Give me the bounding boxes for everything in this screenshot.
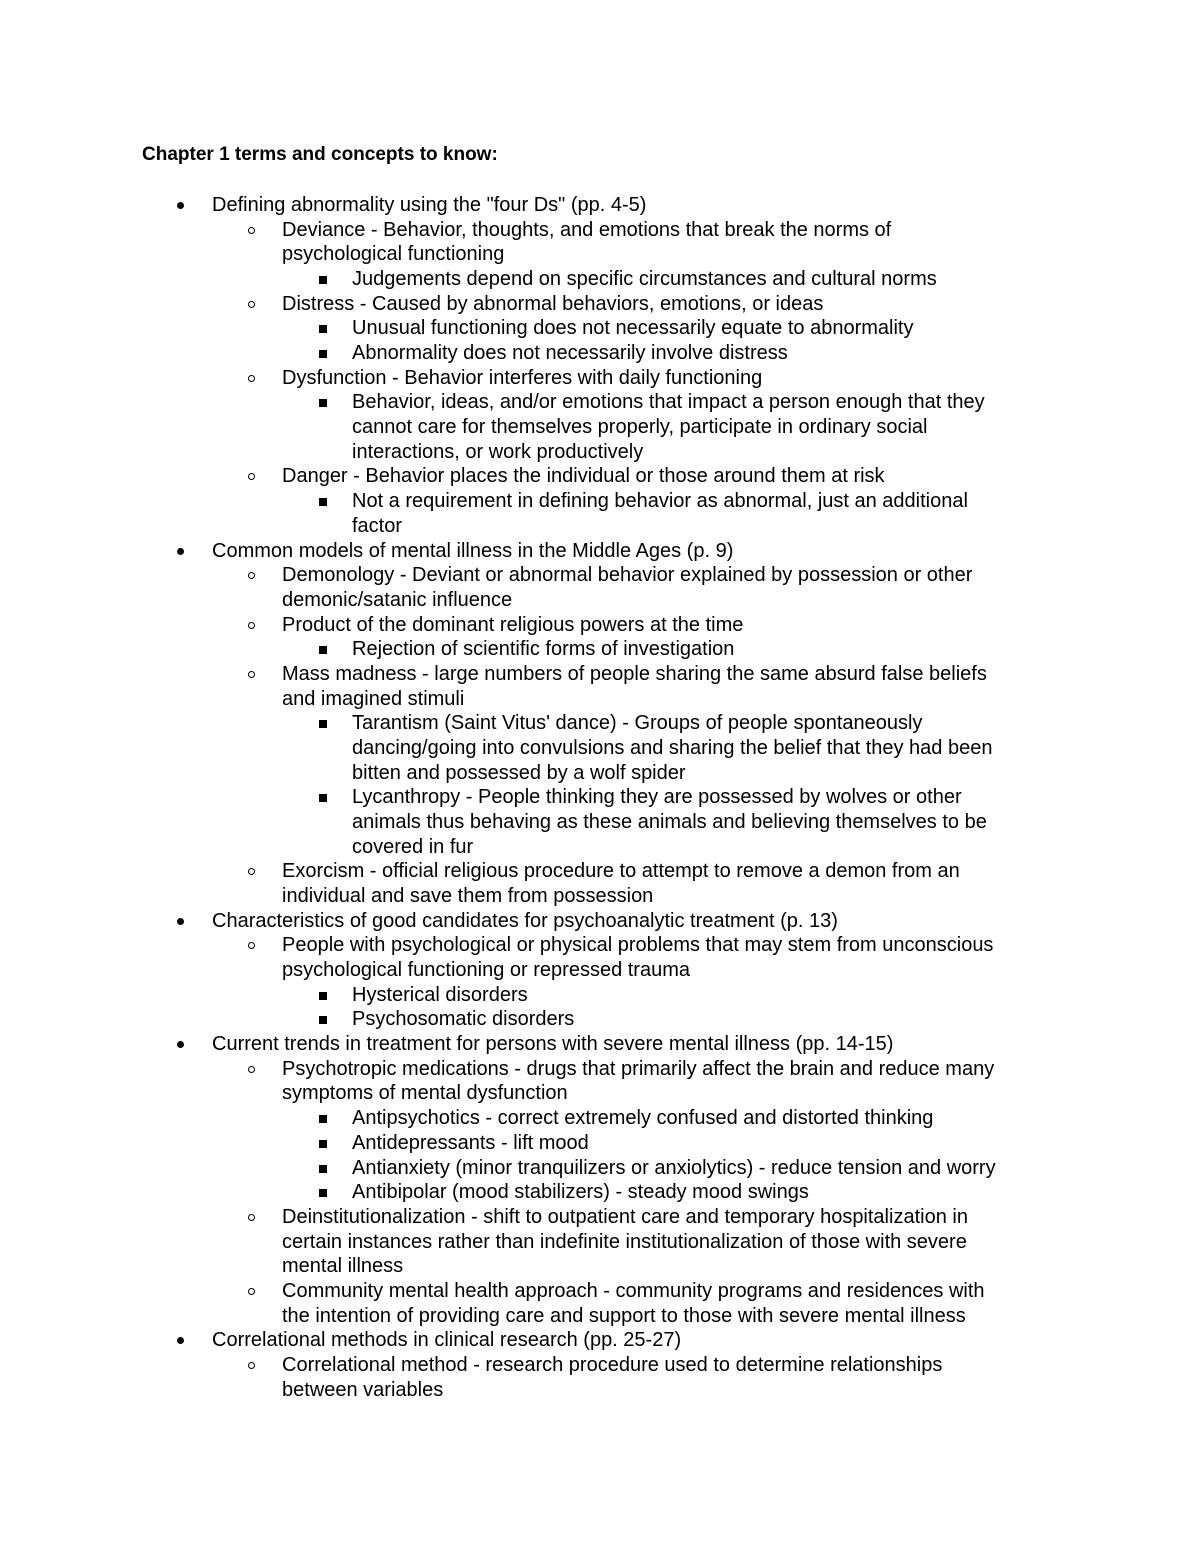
list-item: Deviance - Behavior, thoughts, and emotions that break the norms of <box>282 218 892 241</box>
bullet-square-icon <box>319 350 327 358</box>
list-item: Antibipolar (mood stabilizers) - steady mood swings <box>352 1181 809 1204</box>
bullet-disc-icon <box>177 918 184 925</box>
list-item: Defining abnormality using the "four Ds" (pp. 4-5) <box>212 194 647 216</box>
bullet-square-icon <box>319 276 327 284</box>
list-item: Correlational method - research procedure used to determine relationships <box>282 1353 943 1376</box>
bullet-square-icon <box>319 1189 327 1197</box>
list-item: Tarantism (Saint Vitus' dance) - Groups of people spontaneously <box>352 712 923 735</box>
bullet-circle-icon <box>248 572 255 579</box>
list-item: Antipsychotics - correct extremely confused and distorted thinking <box>352 1107 934 1130</box>
list-item: Demonology - Deviant or abnormal behavior explained by possession or other <box>282 564 973 587</box>
list-item: Deinstitutionalization - shift to outpatient care and temporary hospitalization in <box>282 1205 968 1228</box>
list-item: Community mental health approach - community programs and residences with <box>282 1279 985 1302</box>
list-item: Abnormality does not necessarily involve distress <box>352 342 788 365</box>
list-item-continuation: bitten and possessed by a wolf spider <box>352 761 686 784</box>
bullet-circle-icon <box>248 622 255 629</box>
list-item-continuation: mental illness <box>282 1255 404 1278</box>
bullet-circle-icon <box>248 473 255 480</box>
bullet-square-icon <box>319 720 327 728</box>
bullet-circle-icon <box>248 301 255 308</box>
list-item-continuation: psychological functioning or repressed trauma <box>282 959 690 982</box>
bullet-circle-icon <box>248 942 255 949</box>
list-item-continuation: individual and save them from possession <box>282 885 654 908</box>
list-item: Behavior, ideas, and/or emotions that impact a person enough that they <box>352 391 985 414</box>
bullet-circle-icon <box>248 868 255 875</box>
bullet-disc-icon <box>177 548 184 555</box>
list-item: Not a requirement in defining behavior as abnormal, just an additional <box>352 490 968 513</box>
bullet-circle-icon <box>248 1066 255 1073</box>
page-title: Chapter 1 terms and concepts to know: <box>142 144 498 165</box>
list-item: People with psychological or physical problems that may stem from unconscious <box>282 934 994 957</box>
list-item: Danger - Behavior places the individual or those around them at risk <box>282 465 885 488</box>
bullet-disc-icon <box>177 202 184 209</box>
list-item: Correlational methods in clinical research (pp. 25-27) <box>212 1329 682 1352</box>
list-item-continuation: demonic/satanic influence <box>282 588 513 611</box>
list-item-continuation: animals thus behaving as these animals and believing themselves to be <box>352 811 987 833</box>
bullet-disc-icon <box>177 1041 184 1048</box>
list-item-continuation: interactions, or work productively <box>352 440 644 463</box>
bullet-square-icon <box>319 325 327 333</box>
list-item: Rejection of scientific forms of investigation <box>352 638 735 661</box>
list-item: Unusual functioning does not necessarily equate to abnormality <box>352 317 914 340</box>
list-item: Common models of mental illness in the Middle Ages (p. 9) <box>212 539 734 562</box>
list-item-continuation: dancing/going into convulsions and sharing the belief that they had been <box>352 736 993 759</box>
bullet-circle-icon <box>248 1362 255 1369</box>
list-item: Psychosomatic disorders <box>352 1008 575 1031</box>
bullet-square-icon <box>319 1165 327 1173</box>
list-item: Mass madness - large numbers of people sharing the same absurd false beliefs <box>282 662 987 685</box>
list-item-continuation: cannot care for themselves properly, participate in ordinary social <box>352 416 928 439</box>
list-item: Dysfunction - Behavior interferes with daily functioning <box>282 366 763 389</box>
list-item: Lycanthropy - People thinking they are possessed by wolves or other <box>352 786 962 809</box>
list-item-continuation: symptoms of mental dysfunction <box>282 1082 568 1105</box>
list-item-continuation: certain instances rather than indefinite institutionalization of those with severe <box>282 1230 967 1253</box>
bullet-square-icon <box>319 992 327 1000</box>
list-item: Antianxiety (minor tranquilizers or anxiolytics) - reduce tension and worry <box>352 1156 996 1179</box>
list-item: Exorcism - official religious procedure to attempt to remove a demon from an <box>282 860 960 883</box>
list-item: Product of the dominant religious powers at the time <box>282 613 744 636</box>
list-item-continuation: between variables <box>282 1378 444 1401</box>
bullet-circle-icon <box>248 375 255 382</box>
bullet-square-icon <box>319 1115 327 1123</box>
bullet-square-icon <box>319 794 327 802</box>
list-item: Antidepressants - lift mood <box>352 1131 589 1154</box>
list-item-continuation: psychological functioning <box>282 243 505 266</box>
bullet-square-icon <box>319 498 327 506</box>
bullet-disc-icon <box>177 1337 184 1344</box>
bullet-square-icon <box>319 1140 327 1148</box>
list-item: Characteristics of good candidates for psychoanalytic treatment (p. 13) <box>212 909 838 932</box>
bullet-circle-icon <box>248 1214 255 1221</box>
list-item-continuation: covered in fur <box>352 835 474 858</box>
list-item-continuation: and imagined stimuli <box>282 687 465 710</box>
bullet-circle-icon <box>248 1288 255 1295</box>
bullet-circle-icon <box>248 227 255 234</box>
list-item: Hysterical disorders <box>352 983 528 1006</box>
list-item: Distress - Caused by abnormal behaviors, emotions, or ideas <box>282 292 824 315</box>
list-item: Judgements depend on specific circumstances and cultural norms <box>352 268 937 291</box>
bullet-square-icon <box>319 1016 327 1024</box>
list-item-continuation: factor <box>352 514 403 537</box>
bullet-square-icon <box>319 646 327 654</box>
list-item-continuation: the intention of providing care and support to those with severe mental illness <box>282 1304 966 1327</box>
list-item: Psychotropic medications - drugs that primarily affect the brain and reduce many <box>282 1057 995 1080</box>
list-item: Current trends in treatment for persons with severe mental illness (pp. 14-15) <box>212 1033 894 1056</box>
bullet-circle-icon <box>248 671 255 678</box>
bullet-square-icon <box>319 399 327 407</box>
